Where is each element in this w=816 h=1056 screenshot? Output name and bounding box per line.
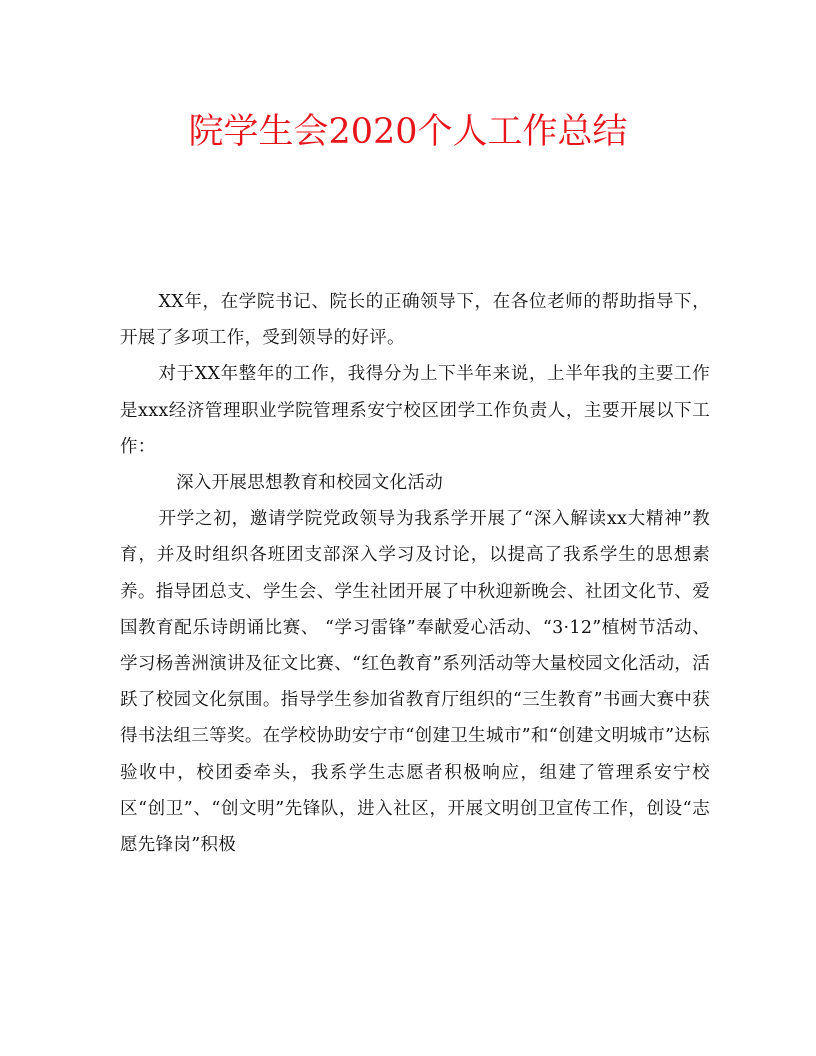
section-heading: 深入开展思想教育和校园文化活动 bbox=[176, 473, 443, 494]
document-title: 院学生会2020个人工作总结 bbox=[188, 112, 628, 152]
paragraph-activities: 开学之初，邀请学院党政领导为我系学开展了“深入解读xx大精神”教育，并及时组织各班团支部深入学习及讨论，以提高了我系学生的思想素养。指导团总支、学生会、学生社团开展了中秋迎新晚会、社团文化节、爱国教育配乐诗朗诵比赛、 “学习雷锋”奉献爱心活动、“3·12”植树节活动、学习杨善洲演讲及征文比赛、“红色教育”系列活动等大量校园文化活动，活跃了校园文化氛围。指导学生参加省教育厅组织的“三生教育”书画大赛中获得书法组三等奖。在学校协助安宁市“创建卫生城市”和“创建文明城市”达标验收中，校团委牵头，我系学生志愿者积极响应，组建了管理系安宁校区“创卫”、“创文明”先锋队，进入社区，开展文明创卫宣传工作，创设“志愿先锋岗”积极 bbox=[120, 509, 710, 856]
paragraph-intro: XX年，在学院书记、院长的正确领导下，在各位老师的帮助指导下，开展了多项工作，受到领导的好评。 bbox=[120, 292, 710, 349]
paragraph-overview: 对于XX年整年的工作，我得分为上下半年来说，上半年我的主要工作是xxx经济管理职业学院管理系安宁校区团学工作负责人，主要开展以下工作： bbox=[120, 364, 710, 457]
document-body bbox=[120, 284, 710, 863]
